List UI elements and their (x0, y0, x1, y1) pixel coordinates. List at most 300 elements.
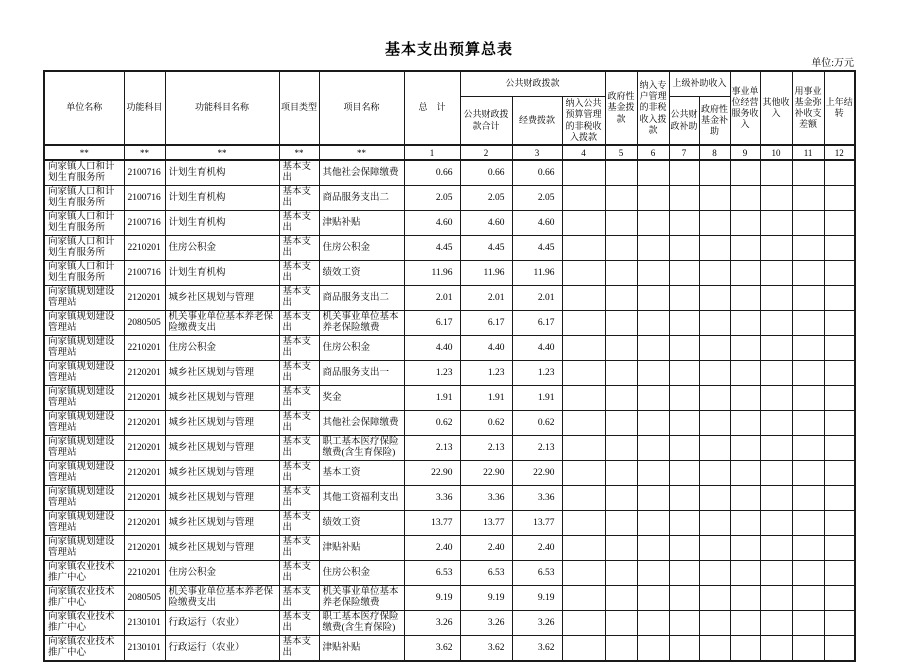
table-cell (669, 261, 699, 286)
table-cell: 6.17 (404, 311, 460, 336)
table-cell (669, 186, 699, 211)
table-cell: 4.40 (512, 336, 562, 361)
table-cell (760, 461, 792, 486)
table-cell: 向家镇农业技术推广中心 (44, 636, 124, 662)
marker-cell: 8 (699, 145, 730, 160)
table-cell (562, 561, 605, 586)
table-cell (637, 311, 669, 336)
table-cell (792, 611, 824, 636)
table-cell: 3.36 (512, 486, 562, 511)
table-cell: 基本支出 (279, 486, 319, 511)
table-cell (669, 586, 699, 611)
table-cell (669, 211, 699, 236)
col-header-carryover: 上年结转 (824, 71, 855, 145)
table-cell (637, 211, 669, 236)
marker-cell: 7 (669, 145, 699, 160)
table-cell (730, 160, 760, 186)
marker-cell: 9 (730, 145, 760, 160)
table-cell (792, 486, 824, 511)
header-row-groups (44, 71, 855, 97)
table-cell: 2.13 (460, 436, 512, 461)
table-cell: 住房公积金 (319, 561, 404, 586)
table-cell (637, 461, 669, 486)
table-cell (562, 461, 605, 486)
table-cell (669, 336, 699, 361)
table-cell: 向家镇人口和计划生育服务所 (44, 261, 124, 286)
table-cell: 向家镇规划建设管理站 (44, 311, 124, 336)
table-cell: 2.05 (512, 186, 562, 211)
table-row (44, 361, 855, 386)
table-cell (669, 511, 699, 536)
table-cell: 1.91 (512, 386, 562, 411)
table-cell: 13.77 (460, 511, 512, 536)
table-cell: 住房公积金 (319, 236, 404, 261)
table-cell: 4.40 (460, 336, 512, 361)
table-cell: 2.01 (460, 286, 512, 311)
col-header-func-code: 功能科目 (124, 71, 165, 145)
table-cell: 2100716 (124, 186, 165, 211)
table-cell: 基本支出 (279, 586, 319, 611)
table-cell: 机关事业单位基本养老保险缴费 (319, 586, 404, 611)
table-row (44, 511, 855, 536)
table-cell (699, 586, 730, 611)
table-cell (637, 436, 669, 461)
table-cell (605, 611, 637, 636)
table-cell: 13.77 (404, 511, 460, 536)
table-row (44, 536, 855, 561)
table-cell (699, 636, 730, 662)
table-cell (605, 536, 637, 561)
table-cell: 津贴补贴 (319, 636, 404, 662)
table-cell: 1.91 (460, 386, 512, 411)
table-cell (730, 436, 760, 461)
table-cell (699, 236, 730, 261)
table-cell: 绩效工资 (319, 511, 404, 536)
table-cell (669, 436, 699, 461)
table-cell: 基本支出 (279, 461, 319, 486)
table-cell: 向家镇规划建设管理站 (44, 286, 124, 311)
table-cell (637, 286, 669, 311)
table-cell: 向家镇规划建设管理站 (44, 411, 124, 436)
table-cell (562, 486, 605, 511)
table-cell: 2080505 (124, 311, 165, 336)
table-cell: 13.77 (512, 511, 562, 536)
table-cell (562, 236, 605, 261)
col-header-total: 总 计 (404, 71, 460, 145)
table-cell (605, 436, 637, 461)
table-cell (669, 561, 699, 586)
marker-cell: 2 (460, 145, 512, 160)
table-cell: 0.62 (460, 411, 512, 436)
table-cell (637, 160, 669, 186)
table-cell: 奖金 (319, 386, 404, 411)
table-cell: 2120201 (124, 386, 165, 411)
table-cell (730, 211, 760, 236)
table-cell (637, 186, 669, 211)
table-cell (669, 236, 699, 261)
table-cell: 向家镇规划建设管理站 (44, 536, 124, 561)
table-cell (760, 160, 792, 186)
table-cell: 城乡社区规划与管理 (165, 536, 279, 561)
table-cell (605, 486, 637, 511)
table-cell (730, 636, 760, 662)
table-cell: 3.36 (460, 486, 512, 511)
table-row (44, 236, 855, 261)
table-cell: 城乡社区规划与管理 (165, 361, 279, 386)
table-row (44, 486, 855, 511)
table-cell: 22.90 (460, 461, 512, 486)
table-row (44, 586, 855, 611)
col-header-nontax-public-budget: 纳入公共预算管理的非税收入拨款 (562, 97, 605, 146)
table-cell: 商品服务支出一 (319, 361, 404, 386)
table-cell (605, 561, 637, 586)
marker-cell: 5 (605, 145, 637, 160)
table-cell: 基本支出 (279, 261, 319, 286)
table-cell (792, 236, 824, 261)
table-cell (562, 186, 605, 211)
table-cell (792, 186, 824, 211)
table-cell: 向家镇农业技术推广中心 (44, 586, 124, 611)
table-cell: 城乡社区规划与管理 (165, 436, 279, 461)
table-cell (637, 561, 669, 586)
table-cell: 向家镇规划建设管理站 (44, 486, 124, 511)
table-cell (605, 160, 637, 186)
table-cell (699, 160, 730, 186)
table-cell (605, 411, 637, 436)
table-cell: 6.53 (512, 561, 562, 586)
table-cell (605, 511, 637, 536)
unit-label: 单位:万元 (811, 58, 854, 69)
table-cell: 2100716 (124, 211, 165, 236)
table-cell: 基本支出 (279, 311, 319, 336)
table-cell (669, 386, 699, 411)
table-row (44, 411, 855, 436)
table-cell: 基本支出 (279, 561, 319, 586)
table-cell (792, 461, 824, 486)
table-cell: 11.96 (512, 261, 562, 286)
table-cell (669, 636, 699, 662)
table-cell: 2120201 (124, 361, 165, 386)
table-cell: 4.60 (512, 211, 562, 236)
table-cell: 2.40 (404, 536, 460, 561)
table-cell: 2.40 (512, 536, 562, 561)
table-cell (760, 311, 792, 336)
table-body (44, 145, 855, 661)
table-cell: 基本支出 (279, 286, 319, 311)
table-cell (699, 436, 730, 461)
table-cell (637, 611, 669, 636)
table-row (44, 286, 855, 311)
marker-cell: ** (44, 145, 124, 160)
col-header-func-name: 功能科目名称 (165, 71, 279, 145)
table-cell (637, 486, 669, 511)
table-cell: 3.62 (404, 636, 460, 662)
table-cell (792, 286, 824, 311)
table-cell (824, 511, 855, 536)
table-cell (605, 236, 637, 261)
table-cell: 2210201 (124, 561, 165, 586)
table-cell (792, 386, 824, 411)
table-cell (637, 236, 669, 261)
table-cell: 机关事业单位基本养老保险缴费 (319, 311, 404, 336)
table-cell: 2.05 (404, 186, 460, 211)
table-cell (760, 561, 792, 586)
marker-cell: 3 (512, 145, 562, 160)
table-cell (699, 461, 730, 486)
table-cell: 2.01 (512, 286, 562, 311)
table-cell (699, 311, 730, 336)
table-cell: 2120201 (124, 536, 165, 561)
col-header-nontax-special: 纳入专户管理的非税收入拨款 (637, 71, 669, 145)
table-cell: 其他工资福利支出 (319, 486, 404, 511)
table-cell (637, 411, 669, 436)
table-cell: 城乡社区规划与管理 (165, 386, 279, 411)
table-cell: 1.91 (404, 386, 460, 411)
table-cell: 4.45 (512, 236, 562, 261)
table-cell: 9.19 (404, 586, 460, 611)
table-cell (605, 311, 637, 336)
marker-cell: ** (319, 145, 404, 160)
col-header-public-finance-total: 公共财政拨款合计 (460, 97, 512, 146)
table-row (44, 386, 855, 411)
table-cell (730, 311, 760, 336)
table-cell (637, 336, 669, 361)
table-cell (605, 361, 637, 386)
table-cell (605, 636, 637, 662)
col-header-item-name: 项目名称 (319, 71, 404, 145)
table-cell: 6.17 (512, 311, 562, 336)
table-cell (562, 636, 605, 662)
table-cell: 向家镇人口和计划生育服务所 (44, 236, 124, 261)
table-cell: 基本支出 (279, 186, 319, 211)
table-cell: 城乡社区规划与管理 (165, 286, 279, 311)
table-cell (637, 261, 669, 286)
table-cell: 6.53 (460, 561, 512, 586)
table-cell: 住房公积金 (165, 336, 279, 361)
table-row (44, 561, 855, 586)
table-cell (824, 561, 855, 586)
table-cell: 0.66 (404, 160, 460, 186)
table-cell: 商品服务支出二 (319, 286, 404, 311)
table-cell (699, 536, 730, 561)
table-cell (824, 586, 855, 611)
table-cell: 基本支出 (279, 636, 319, 662)
table-cell (824, 236, 855, 261)
table-cell (730, 486, 760, 511)
table-cell (792, 636, 824, 662)
table-cell (730, 186, 760, 211)
table-cell: 津贴补贴 (319, 536, 404, 561)
table-cell: 基本支出 (279, 160, 319, 186)
table-cell (562, 536, 605, 561)
table-header (44, 71, 855, 145)
table-cell (605, 211, 637, 236)
table-cell (760, 211, 792, 236)
table-cell (760, 411, 792, 436)
table-cell: 4.40 (404, 336, 460, 361)
table-cell: 计划生育机构 (165, 186, 279, 211)
table-cell: 住房公积金 (165, 236, 279, 261)
table-row (44, 611, 855, 636)
table-cell: 1.23 (404, 361, 460, 386)
table-cell: 9.19 (512, 586, 562, 611)
page-title: 基本支出预算总表 (384, 42, 513, 58)
table-cell: 4.45 (460, 236, 512, 261)
table-cell (824, 160, 855, 186)
table-cell (562, 611, 605, 636)
table-cell (824, 211, 855, 236)
table-cell (699, 561, 730, 586)
table-cell: 2.13 (404, 436, 460, 461)
table-cell (605, 586, 637, 611)
table-cell (637, 511, 669, 536)
table-cell: 计划生育机构 (165, 211, 279, 236)
marker-cell: ** (124, 145, 165, 160)
table-cell (669, 286, 699, 311)
table-cell (699, 186, 730, 211)
table-cell (730, 286, 760, 311)
table-cell (792, 561, 824, 586)
table-cell: 其他社会保障缴费 (319, 160, 404, 186)
marker-row (44, 145, 855, 160)
table-cell (730, 561, 760, 586)
table-cell: 基本支出 (279, 411, 319, 436)
table-cell (669, 361, 699, 386)
table-cell: 住房公积金 (165, 561, 279, 586)
table-cell: 3.36 (404, 486, 460, 511)
table-cell: 向家镇规划建设管理站 (44, 361, 124, 386)
table-cell (824, 186, 855, 211)
table-cell (792, 411, 824, 436)
table-cell (605, 261, 637, 286)
table-cell: 向家镇规划建设管理站 (44, 386, 124, 411)
table-cell: 0.66 (460, 160, 512, 186)
table-cell: 2120201 (124, 461, 165, 486)
table-cell: 2130101 (124, 636, 165, 662)
table-cell (699, 486, 730, 511)
table-cell: 1.23 (460, 361, 512, 386)
marker-cell: 6 (637, 145, 669, 160)
table-cell (730, 361, 760, 386)
table-row (44, 436, 855, 461)
table-cell (792, 160, 824, 186)
col-header-govt-fund: 政府性基金拨款 (605, 71, 637, 145)
table-cell: 2.40 (460, 536, 512, 561)
table-cell (824, 411, 855, 436)
table-cell (792, 586, 824, 611)
table-cell: 4.60 (404, 211, 460, 236)
table-cell: 职工基本医疗保险缴费(含生育保险) (319, 611, 404, 636)
table-cell (669, 311, 699, 336)
table-cell: 基本支出 (279, 611, 319, 636)
table-cell (562, 211, 605, 236)
table-cell (562, 411, 605, 436)
table-cell: 2210201 (124, 236, 165, 261)
table-cell: 11.96 (404, 261, 460, 286)
table-cell (562, 511, 605, 536)
table-cell: 基本支出 (279, 511, 319, 536)
table-cell (824, 436, 855, 461)
table-cell: 2120201 (124, 436, 165, 461)
table-cell (699, 411, 730, 436)
table-cell (824, 461, 855, 486)
marker-cell: 10 (760, 145, 792, 160)
table-cell (669, 461, 699, 486)
col-header-public-finance-subsidy: 公共财政补助 (669, 97, 699, 146)
table-cell (760, 261, 792, 286)
table-cell: 计划生育机构 (165, 160, 279, 186)
marker-cell: ** (165, 145, 279, 160)
table-cell: 1.23 (512, 361, 562, 386)
table-cell: 向家镇规划建设管理站 (44, 461, 124, 486)
col-header-item-type: 项目类型 (279, 71, 319, 145)
table-cell: 2.13 (512, 436, 562, 461)
table-cell (730, 586, 760, 611)
col-header-fund-balance: 用事业基金弥补收支差额 (792, 71, 824, 145)
table-cell: 2120201 (124, 511, 165, 536)
table-cell: 2100716 (124, 160, 165, 186)
table-cell (730, 461, 760, 486)
table-row (44, 186, 855, 211)
marker-cell: 4 (562, 145, 605, 160)
table-cell (760, 536, 792, 561)
table-cell (730, 236, 760, 261)
table-cell (760, 586, 792, 611)
table-row (44, 636, 855, 662)
table-cell: 津贴补贴 (319, 211, 404, 236)
table-cell: 4.45 (404, 236, 460, 261)
table-cell: 11.96 (460, 261, 512, 286)
table-cell (760, 236, 792, 261)
table-cell: 4.60 (460, 211, 512, 236)
table-cell (824, 286, 855, 311)
table-cell (824, 536, 855, 561)
table-cell (824, 336, 855, 361)
table-cell (562, 361, 605, 386)
table-cell (605, 186, 637, 211)
col-group-higher-subsidy: 上级补助收入 (669, 71, 730, 97)
table-cell (562, 436, 605, 461)
table-cell (792, 361, 824, 386)
table-cell (730, 386, 760, 411)
table-cell: 22.90 (512, 461, 562, 486)
table-cell (669, 536, 699, 561)
table-cell (824, 386, 855, 411)
table-row (44, 211, 855, 236)
table-cell (637, 386, 669, 411)
marker-cell: 12 (824, 145, 855, 160)
table-cell: 城乡社区规划与管理 (165, 461, 279, 486)
table-cell: 基本支出 (279, 236, 319, 261)
table-cell (730, 261, 760, 286)
table-cell (699, 211, 730, 236)
table-row (44, 261, 855, 286)
table-cell: 2080505 (124, 586, 165, 611)
table-cell (730, 411, 760, 436)
table-cell (730, 536, 760, 561)
table-cell: 2100716 (124, 261, 165, 286)
table-cell (699, 261, 730, 286)
table-cell: 计划生育机构 (165, 261, 279, 286)
table-cell (562, 286, 605, 311)
table-cell (669, 611, 699, 636)
table-cell: 其他社会保障缴费 (319, 411, 404, 436)
table-cell: 0.62 (512, 411, 562, 436)
marker-cell: 11 (792, 145, 824, 160)
table-cell: 行政运行（农业） (165, 611, 279, 636)
table-cell (824, 486, 855, 511)
table-cell (637, 636, 669, 662)
